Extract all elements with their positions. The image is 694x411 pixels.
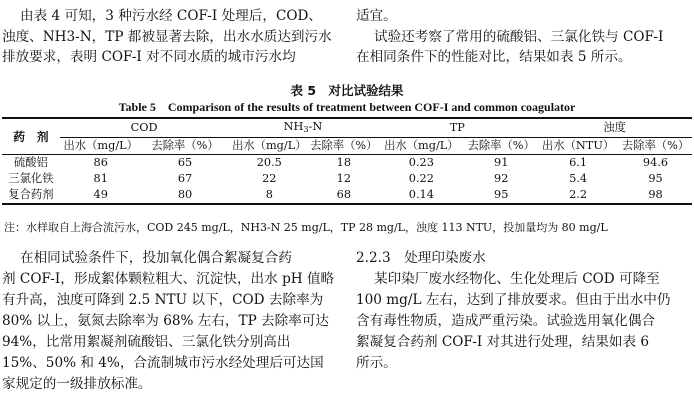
table-cell: 67 (177, 172, 193, 185)
table-cell: 98 (619, 187, 692, 204)
text-line: 某印染厂废水经物化、生化处理后 COD 可降至 (374, 271, 660, 287)
row-name: 硫酸铝 (13, 156, 48, 169)
text-line: 所示。 (356, 355, 397, 371)
text-line: 剂 COF-I，形成絮体颗粒粗大、沉淀快，出水 pH 值略 (2, 271, 335, 287)
group-header-turbidity: 浊度 (537, 118, 692, 138)
table-caption-cn: 表 5 对比试验结果 (290, 83, 404, 98)
subheader: 去除率（%） (465, 138, 537, 155)
text-line: 浊度、NH3-N，TP 都被显著去除，出水水质达到污水 (2, 29, 332, 45)
text-line: 适宜。 (356, 8, 397, 24)
table-cell: 81 (93, 172, 108, 185)
subheader: 去除率（%） (142, 138, 229, 155)
subheader: 出水（mg/L） (228, 138, 310, 155)
text-line: 100 mg/L 左右，达到了排放要求。但由于出水中仍 (356, 292, 671, 308)
table-cell: 5.4 (569, 172, 588, 185)
table-row (2, 187, 692, 204)
table-cell: 18 (336, 156, 352, 169)
text-line: 由表 4 可知，3 种污水经 COF-I 处理后，COD、 (20, 8, 322, 24)
subheader: 出水（mg/L） (60, 138, 142, 155)
table-cell: 92 (494, 172, 509, 185)
group-header-cod: COD (60, 118, 229, 138)
table-cell: 65 (177, 156, 193, 169)
table-cell: 22 (262, 172, 277, 185)
table-cell: 12 (336, 172, 352, 185)
text-line: 80% 以上，氨氮去除率为 68% 左右，TP 去除率可达 (2, 313, 330, 329)
text-line: 在相同试验条件下，投加氧化偶合絮凝复合药 (20, 250, 292, 266)
table-cell: 0.23 (408, 156, 434, 169)
table-cell: 2.2 (537, 187, 619, 204)
group-header-nh3n: $NH_3-N$ (228, 118, 377, 138)
group-header-tp: TP (377, 118, 537, 138)
table-cell: 20.5 (256, 156, 282, 169)
row-name: 三氯化铁 (8, 172, 54, 185)
table-note: 注：水样取自上海合流污水，COD 245 mg/L，NH3-N 25 mg/L，TP 28 mg/L，浊度 113 NTU，投加量均为 80 mg/L (4, 221, 608, 234)
table-cell: 0.22 (408, 172, 434, 185)
row-header: 药 剂 (2, 118, 60, 155)
table-cell: 91 (494, 156, 509, 169)
table-cell: 68 (310, 187, 377, 204)
table-caption-en: Table 5 Comparison of the results of treatment between COF-I and common coagulator (118, 100, 576, 114)
table-cell: 86 (93, 156, 108, 169)
comparison-table (2, 117, 692, 205)
text-line: 15%、50% 和 4%，合流制城市污水经处理后可达国 (2, 355, 324, 371)
section-heading: 2.2.3 处理印染废水 (356, 250, 486, 266)
text-line: 试验还考察了常用的硫酸铝、三氯化铁与 COF-I (374, 29, 664, 45)
subheader: 去除率（%） (310, 138, 377, 155)
text-line: 家规定的一级排放标准。 (2, 376, 152, 392)
table-cell: 80 (142, 187, 229, 204)
table-cell: 49 (60, 187, 142, 204)
table-cell: 6.1 (569, 156, 588, 169)
subheader: 出水（NTU） (537, 138, 619, 155)
text-line: 有升高，浊度可降到 2.5 NTU 以下，COD 去除率为 (2, 292, 324, 308)
text-line: 排放要求，表明 COF-I 对不同水质的城市污水均 (2, 49, 296, 65)
table-row (2, 171, 692, 187)
table-cell: 95 (465, 187, 537, 204)
row-name: 复合药剂 (2, 187, 60, 204)
table-cell: 8 (228, 187, 310, 204)
table-cell: 94.6 (642, 156, 669, 169)
text-line: 含有毒性物质，造成严重污染。试验选用氧化偶合 (356, 313, 656, 329)
text-line: 絮凝复合药剂 COF-I 对其进行处理，结果如表 6 (356, 334, 650, 350)
text-line: 94%，比常用絮凝剂硫酸铝、三氯化铁分别高出 (2, 334, 291, 350)
table-row (2, 155, 692, 172)
subheader: 出水（mg/L） (377, 138, 465, 155)
table-cell: 0.14 (377, 187, 465, 204)
table-cell: 95 (648, 172, 663, 185)
text-line: 在相同条件下的性能对比，结果如表 5 所示。 (356, 49, 632, 65)
subheader: 去除率（%） (619, 138, 692, 155)
